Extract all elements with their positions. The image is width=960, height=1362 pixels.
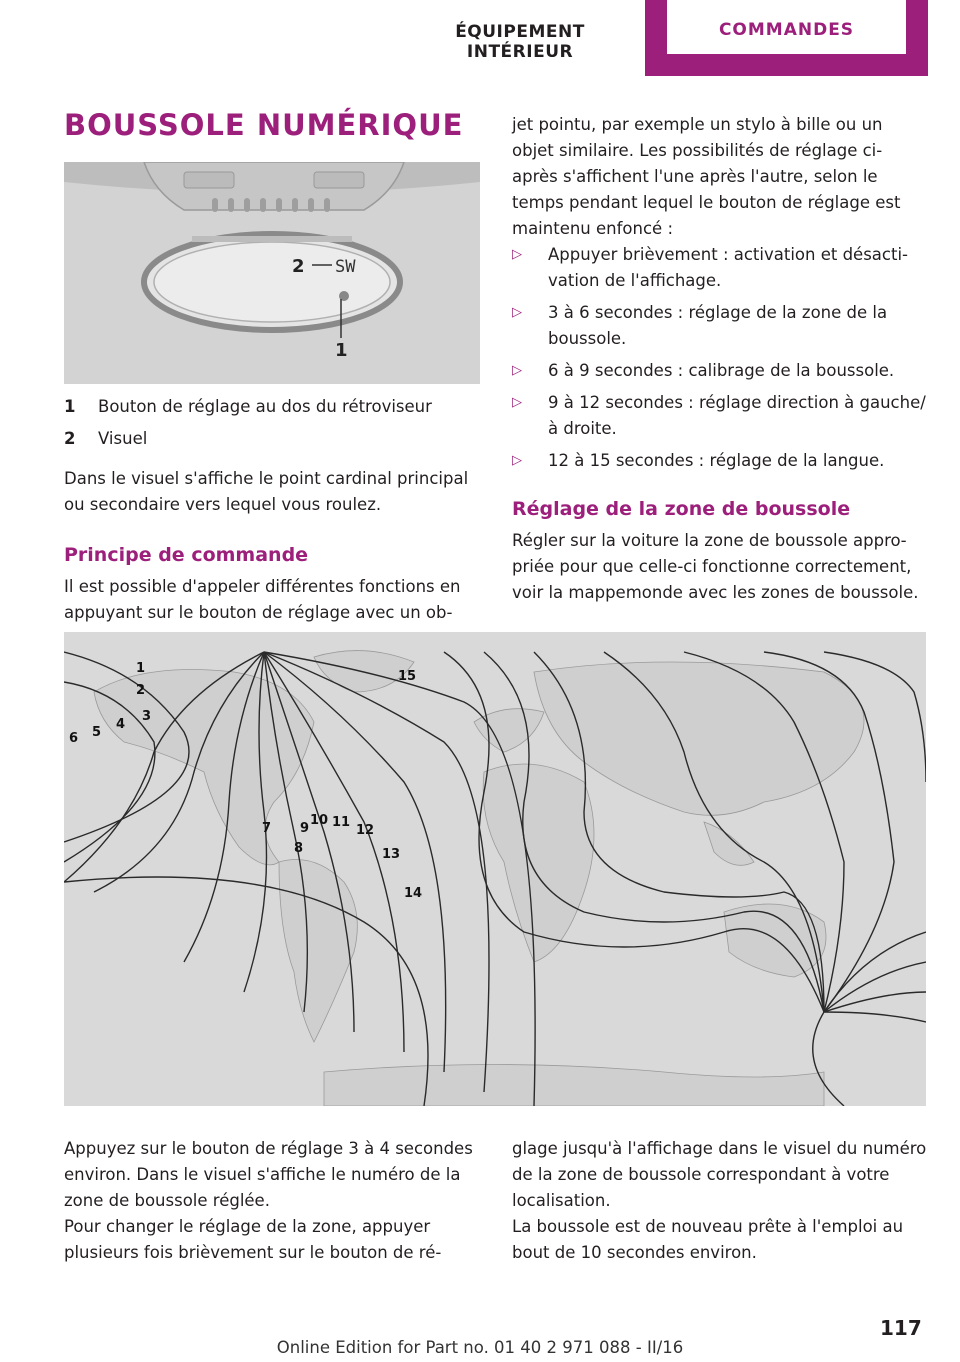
zone-label: 11: [332, 815, 351, 830]
zone-text: Régler sur la voiture la zone de boussole appropriée pour que celle-ci fonctionne correctement, voir la mappemonde avec les zones de boussole.: [512, 531, 919, 602]
bottom-col2-p1: glage jusqu'à l'affichage dans le visuel du numéro de la zone de boussole correspondant à votre localisation.: [512, 1139, 927, 1210]
zone-heading: Réglage de la zone de boussole: [512, 498, 851, 520]
zone-label: 13: [382, 847, 401, 862]
zone-label: 14: [404, 886, 423, 901]
principle-text-col1: Il est possible d'appeler différentes fonctions en appuyant sur le bouton de réglage avec un ob-: [64, 577, 461, 622]
legend-label: Visuel: [98, 429, 148, 448]
zone-label: 15: [398, 669, 417, 684]
triangle-right-icon: ▷: [512, 247, 522, 262]
zone-label: 8: [294, 841, 304, 856]
legend-label: Bouton de réglage au dos du rétroviseur: [98, 397, 432, 416]
page-number: 117: [880, 1316, 922, 1340]
principle-text-col2: jet pointu, par exemple un stylo à bille ou un objet similaire. Les possibilités de réglage ci-après s'affichent l'une après l'autre, selon le temps pendant lequel le bouton de réglage est maintenu enfoncé :: [512, 115, 901, 238]
page-title: BOUSSOLE NUMÉRIQUE: [64, 108, 464, 142]
header-section-label: ÉQUIPEMENT INTÉRIEUR: [455, 22, 585, 62]
bullet-text: 12 à 15 secondes : réglage de la langue.: [548, 451, 885, 470]
header-tab-label: COMMANDES: [718, 20, 855, 40]
zone-label: 12: [356, 823, 375, 838]
triangle-right-icon: ▷: [512, 453, 522, 468]
world-map-illustration: [64, 632, 926, 1106]
legend-number: 2: [64, 429, 76, 448]
bottom-col1-p2: Pour changer le réglage de la zone, appuyer plusieurs fois brièvement sur le bouton de ré-: [64, 1217, 442, 1262]
zone-label: 2: [136, 683, 146, 698]
zone-label: 4: [116, 717, 126, 732]
bullet-text: Appuyer brièvement : activation et désactivation de l'affichage.: [548, 245, 909, 290]
bullet-text: 6 à 9 secondes : calibrage de la boussole.: [548, 361, 895, 380]
zone-label: 3: [142, 709, 152, 724]
callout-2: 2: [292, 256, 305, 277]
mirror-display-text: SW: [335, 257, 356, 277]
intro-text: Dans le visuel s'affiche le point cardinal principal ou secondaire vers lequel vous roulez.: [64, 469, 469, 514]
footer-text: Online Edition for Part no. 01 40 2 971 088 - II/16: [276, 1338, 684, 1357]
triangle-right-icon: ▷: [512, 395, 522, 410]
bullet-text: 3 à 6 secondes : réglage de la zone de la boussole.: [548, 303, 888, 348]
header-tab-inner: [667, 0, 906, 54]
callout-1: 1: [335, 340, 348, 361]
mirror-photo: [64, 162, 480, 384]
bullet-text: 9 à 12 secondes : réglage direction à gauche/à droite.: [548, 393, 926, 438]
principle-heading: Principe de commande: [64, 544, 309, 566]
triangle-right-icon: ▷: [512, 363, 522, 378]
zone-label: 1: [136, 661, 146, 676]
bottom-col1-p1: Appuyez sur le bouton de réglage 3 à 4 secondes environ. Dans le visuel s'affiche le numéro de la zone de boussole réglée.: [64, 1139, 473, 1210]
zone-label: 5: [92, 725, 102, 740]
header-tab: [645, 0, 928, 76]
bottom-col2-p2: La boussole est de nouveau prête à l'emploi au bout de 10 secondes environ.: [512, 1217, 904, 1262]
compass-zone-map: [64, 632, 926, 1106]
zone-label: 6: [69, 731, 79, 746]
zone-label: 10: [310, 813, 329, 828]
mirror-illustration: [64, 162, 480, 384]
legend-number: 1: [64, 397, 76, 416]
zone-label: 9: [300, 821, 310, 836]
zone-label: 7: [262, 821, 272, 836]
triangle-right-icon: ▷: [512, 305, 522, 320]
